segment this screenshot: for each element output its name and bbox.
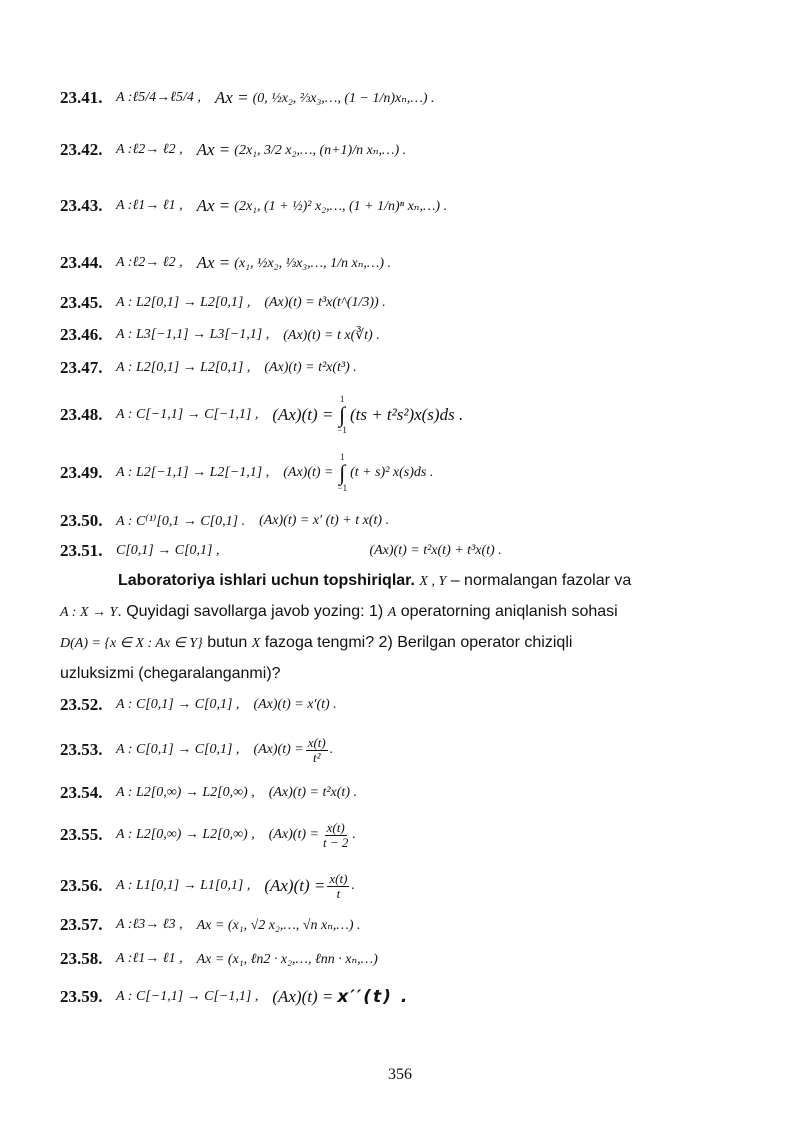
formula-end: . [351,878,355,893]
formula: (2x₁, (1 + ½)² x₂,…, (1 + 1/n)ⁿ xₙ,…) . [234,198,448,214]
formula: (Ax)(t) = t³x(t^(1/3)) . [264,295,386,310]
problem-number: 23.48. [60,405,103,424]
formula: (Ax)(t) = t²x(t) + t³x(t) . [369,543,502,558]
problem-23-51 [60,538,760,564]
problem-number: 23.49. [60,463,103,482]
formula: (0, ½x₂, ⅔x₃,…, (1 − 1/n)xₙ,…) . [252,90,435,106]
formula: (Ax)(t) = t x(∛t) . [283,327,380,343]
operator-definition: A : C[−1,1] → C[−1,1] , [116,989,259,1004]
problem-number: 23.41. [60,88,103,107]
integral-sign: 1 ∫ −1 [337,452,348,493]
problem-number: 23.50. [60,511,103,530]
problem-number: 23.55. [60,825,103,844]
formula: (ts + t²s²)x(s)ds . [349,405,464,424]
problem-23-54 [60,780,760,806]
problem-number: 23.42. [60,140,103,159]
operator-definition: A :ℓ5/4→ℓ5/4 , [116,90,201,105]
lab-text-6: uzluksizmi (chegaralanganmi)? [60,665,281,682]
problem-number: 23.56. [60,876,103,895]
formula-prefix: (Ax)(t) = [264,876,326,895]
formula: (x₁, ½x₂, ⅓x₃,…, 1/n xₙ,…) . [234,255,392,271]
formula-prefix: (Ax)(t) = [272,405,334,424]
problem-23-45 [60,290,760,316]
operator-definition: A : L3[−1,1] → L3[−1,1] , [116,327,270,342]
problem-number: 23.54. [60,783,103,802]
problem-number: 23.53. [60,740,103,759]
math-x: X [251,636,261,651]
operator-definition: A :ℓ2→ ℓ2 , [116,255,183,270]
math-a: A [387,605,397,620]
math-domain: D(A) = {x ∈ X : Ax ∈ Y} [60,636,203,651]
problem-number: 23.52. [60,695,103,714]
problem-number: 23.58. [60,949,103,968]
problem-23-43 [60,186,760,226]
problem-number: 23.57. [60,915,103,934]
lab-text-1: normalangan fazolar va [464,572,632,589]
operator-definition: A : L2[0,1] → L2[0,1] , [116,360,251,375]
math-xy: X , Y [419,574,447,589]
problem-23-56 [60,864,760,908]
operator-definition: A : C[0,1] → C[0,1] , [116,742,240,757]
formula: (Ax)(t) = t²x(t³) . [264,360,357,375]
formula: x′′(t) . [337,987,410,1007]
formula-prefix: Ax = [196,253,231,272]
operator-definition: A :ℓ1→ ℓ1 , [116,198,183,213]
formula: Ax = (x₁, ℓn2 · x₂,…, ℓnn · xₙ,…) [196,951,378,967]
problem-23-58 [60,946,760,972]
problem-number: 23.44. [60,253,103,272]
problem-number: 23.51. [60,541,103,560]
formula: Ax = (x₁, √2 x₂,…, √n xₙ,…) . [196,917,361,933]
formula: (Ax)(t) = x′(t) . [253,697,337,712]
formula-prefix: (Ax)(t) = [268,827,319,842]
problem-number: 23.46. [60,325,103,344]
problem-23-57 [60,912,760,938]
formula-prefix: (Ax)(t) = [283,465,334,480]
fraction [327,872,349,900]
numerator: x(t) [307,734,326,750]
lab-title: Laboratoriya ishlari uchun topshiriqlar. [118,572,415,589]
operator-definition: A : L2[0,∞) → L2[0,∞) , [116,785,255,800]
lab-text-5: fazoga tengmi? 2) Berilgan operator chiziqli [260,634,573,651]
formula-prefix: (Ax)(t) = [272,987,334,1006]
fraction [306,736,328,764]
formula-prefix: Ax = [196,196,231,215]
operator-definition: A : L1[0,1] → L1[0,1] , [116,878,251,893]
formula-prefix: Ax = [196,140,231,159]
formula-end: . [329,742,334,757]
operator-definition: A : C⁽¹⁾[0,1 → C[0,1] . [116,513,246,529]
problem-23-42 [60,130,760,170]
integral-sign: 1 ∫ −1 [337,394,347,435]
problem-23-49 [60,450,760,496]
lab-text-4: butun [202,634,252,651]
problem-23-48 [60,392,760,438]
operator-definition: A : C[0,1] → C[0,1] , [116,697,240,712]
problem-23-55 [60,813,760,857]
problem-23-59 [60,982,760,1012]
formula-prefix: (Ax)(t) = [253,742,304,757]
denominator: t [336,885,341,901]
fraction [321,821,350,849]
formula-end: . [352,827,356,842]
operator-definition: A :ℓ1→ ℓ1 , [116,951,183,966]
operator-definition: A : L2[0,∞) → L2[0,∞) , [116,827,255,842]
numerator: x(t) [326,819,345,835]
problem-number: 23.59. [60,987,103,1006]
lab-instructions: Laboratoriya ishlari uchun topshiriqlar. X , Y – normalangan fazolar va A : X → Y. Quyidagi savollarga javob yozing: 1) A operatorning aniqlanish sohasi D(A) = {x ∈ X : Ax ∈ Y} butun X fazoga tengmi? 2) Berilgan operator chiziqli uzluksizmi (chegaralanganmi)? [60,572,632,682]
lab-text-3: operatorning aniqlanish sohasi [396,603,618,620]
problem-number: 23.43. [60,196,103,215]
problem-23-53 [60,728,760,772]
operator-definition: A : L2[0,1] → L2[0,1] , [116,295,251,310]
lab-text-2: . Quyidagi savollarga javob yozing: 1) [117,603,388,620]
problem-number: 23.45. [60,293,103,312]
problem-23-41 [60,78,760,118]
problem-23-47 [60,355,760,381]
problem-23-46 [60,322,760,348]
denominator: t² [312,749,321,765]
problem-23-50 [60,508,760,534]
numerator: x(t) [329,870,348,886]
operator-definition: A : L2[−1,1] → L2[−1,1] , [116,465,270,480]
denominator: t − 2 [322,834,349,850]
operator-definition: A :ℓ3→ ℓ3 , [116,917,183,932]
problem-23-44 [60,243,760,283]
formula-prefix: Ax = [214,88,249,107]
math-a-map: A : X → Y [60,605,118,620]
problem-number: 23.47. [60,358,103,377]
page-number: 356 [388,1066,412,1083]
operator-definition: C[0,1] → C[0,1] , [116,543,220,558]
operator-definition: A : C[−1,1] → C[−1,1] , [116,407,259,422]
formula: (Ax)(t) = t²x(t) . [268,785,357,800]
formula: (2x₁, 3/2 x₂,…, (n+1)/n xₙ,…) . [234,142,407,158]
operator-definition: A :ℓ2→ ℓ2 , [116,142,183,157]
problem-23-52 [60,692,760,718]
formula: (Ax)(t) = x′ (t) + t x(t) . [259,513,390,528]
formula: (t + s)² x(s)ds . [350,465,434,480]
